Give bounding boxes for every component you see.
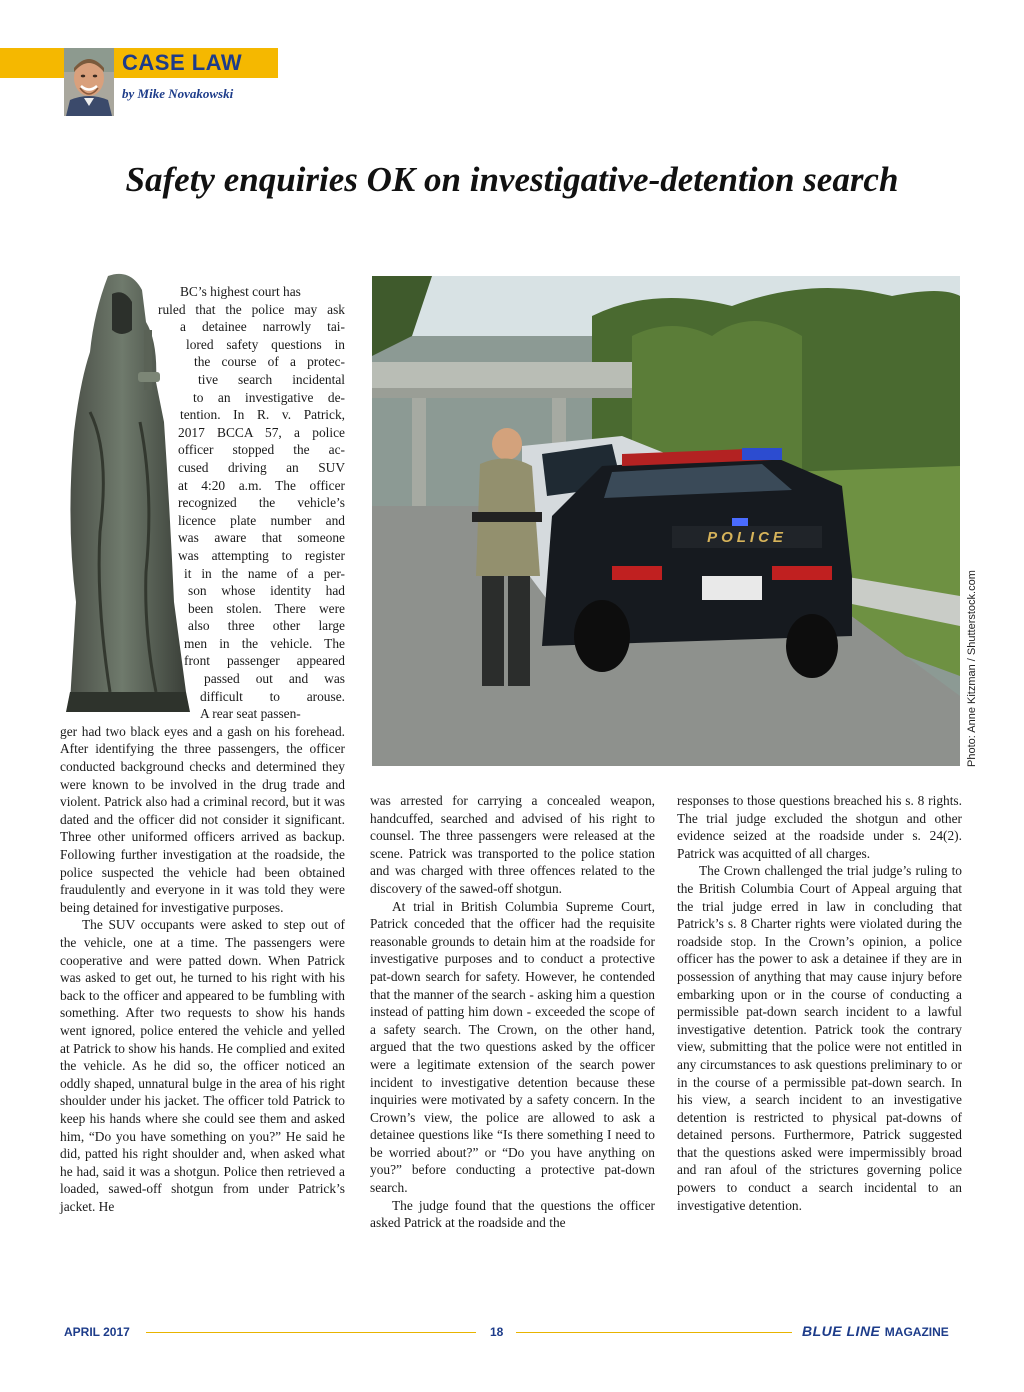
- intro-line: a detainee narrowly tai-: [180, 319, 345, 335]
- intro-line: was aware that someone: [178, 530, 345, 546]
- intro-line: 2017 BCCA 57, a police: [178, 424, 345, 440]
- article-column-1: [60, 723, 345, 1216]
- paragraph: The judge found that the questions the officer asked Patrick at the roadside and the: [370, 1197, 655, 1231]
- car-police-label: POLICE: [707, 529, 787, 546]
- intro-line: it in the name of a per-: [184, 565, 345, 581]
- intro-line: the course of a protec-: [194, 354, 345, 370]
- intro-line: also three other large: [188, 618, 345, 634]
- intro-line: passed out and was: [204, 671, 345, 687]
- intro-line: officer stopped the ac-: [178, 442, 345, 458]
- intro-line: front passenger appeared: [184, 653, 345, 669]
- intro-line: was attempting to register: [178, 547, 345, 563]
- intro-line: son whose identity had: [188, 583, 345, 599]
- intro-line: at 4:20 a.m. The officer: [178, 477, 345, 493]
- intro-line: difficult to arouse.: [200, 688, 345, 704]
- intro-line: A rear seat passen-: [200, 706, 301, 722]
- intro-line: recognized the vehicle’s: [178, 495, 345, 511]
- intro-line: tention. In R. v. Patrick,: [180, 407, 345, 423]
- intro-line: BC’s highest court has: [180, 284, 301, 299]
- paragraph: The SUV occupants were asked to step out of the vehicle, one at a time. The passengers were cooperative and were patted down. When Patrick was asked to get out, he turned to his right with his back to the officer and appeared to be fumbling with something. After two requests to show his hands went ignored, police entered the vehicle and yelled at Patrick to show his hands. He complied and exited the vehicle. As he did so, the officer noticed an oddly shaped, unnatural bulge in the area of his right shoulder under his jacket. The officer told Patrick to keep his hands where she could see them and asked him, “Do you have something on you?” He said he did, patted his right shoulder and, when asked what he had, said it was a shotgun. Police then retrieved a loaded, sawed-off shotgun from under Patrick’s jacket. He: [60, 917, 345, 1214]
- intro-line: to an investigative de-: [193, 389, 345, 405]
- article-column-2: [370, 792, 655, 1232]
- footer-rule-right: [516, 1332, 792, 1333]
- byline: by Mike Novakowski: [122, 86, 234, 101]
- intro-wrapped-lines: [60, 283, 345, 723]
- page-number: 18: [490, 1325, 504, 1339]
- intro-line: lored safety questions in: [186, 336, 345, 352]
- article-intro: [60, 283, 345, 1215]
- footer-rule-left: [146, 1332, 476, 1333]
- intro-line: ruled that the police may ask: [158, 301, 345, 317]
- paragraph: The Crown challenged the trial judge’s ruling to the British Columbia Court of Appeal arguing that the trial judge erred in law in concluding that Patrick’s s. 8 Charter rights were violated during the roadside stop. In the Crown’s opinion, a police officer has the power to ask a detainee if they are in possession of anything that may cause injury before embarking upon or in the course of conducting a permissible pat-down search incident to a lawful investigative detention. Patrick took the contrary view, submitting that the police were not entitled in any circumstances to ask questions preliminary to or in the course of a permissible pat-down search. In his view, a search incident to an investigative detention is restricted to physical pat-downs of detained persons. Furthermore, Patrick suggested that the questions asked were impermissibly broad and ran afoul of the strictures governing police powers to conduct a search incidental to an investigative detention.: [677, 863, 962, 1213]
- section-label: CASE LAW: [122, 50, 243, 75]
- paragraph: ger had two black eyes and a gash on his forehead. After identifying the three passengers, the officer conducted background checks and determined they were known to be involved in the drug trade and violent. Patrick also had a criminal record, but it was dated and the officer did not consider it significant. Three other uniformed officers arrived as backup. Following further investigation at the roadside, the police suspected the vehicle had been obtained fraudulently and everyone in it was told they were being detained for investigative purposes.: [60, 723, 345, 915]
- author-photo: [64, 48, 114, 116]
- intro-line: cused driving an SUV: [178, 459, 345, 475]
- issue-date: APRIL 2017: [64, 1325, 130, 1339]
- article-column-3: [677, 792, 962, 1214]
- intro-line: been stolen. There were: [188, 600, 345, 616]
- photo-credit: Photo: Anne Kitzman / Shutterstock.com: [966, 570, 978, 767]
- intro-line: men in the vehicle. The: [184, 635, 345, 651]
- article-headline: Safety enquiries OK on investigative-detention search: [125, 160, 899, 199]
- paragraph: At trial in British Columbia Supreme Court, Patrick conceded that the officer had the requisite reasonable grounds to detain him at the roadside for investigative purposes and to conduct a protective pat-down search for safety. However, he contended that the manner of the search - asking him a question instead of patting him down - exceeded the scope of a safety search. The Crown, on the other hand, argued that the two questions asked by the officer were a legitimate extension of the search power incident to investigative detention because these inquiries were motivated by a safety concern. In the Crown’s view, the police are allowed to ask a detainee questions like “Is there something I need to be worried about?” or “Do you have anything on you?” before conducting a protective pat-down search.: [370, 898, 655, 1196]
- intro-line: tive search incidental: [198, 371, 345, 387]
- intro-line: licence plate number and: [178, 512, 345, 528]
- paragraph: responses to those questions breached his s. 8 rights. The trial judge excluded the shotgun and other evidence seized at the roadside under s. 24(2). Patrick was acquitted of all charges.: [677, 793, 962, 861]
- paragraph: was arrested for carrying a concealed weapon, handcuffed, searched and advised of his right to counsel. The three passengers were released at the scene. Patrick was transported to the police station and was charged with three offences related to the discovery of the sawed-off shotgun.: [370, 793, 655, 896]
- police-traffic-stop-photo: [372, 276, 960, 766]
- magazine-brand: BLUE LINE MAGAZINE: [802, 1323, 949, 1339]
